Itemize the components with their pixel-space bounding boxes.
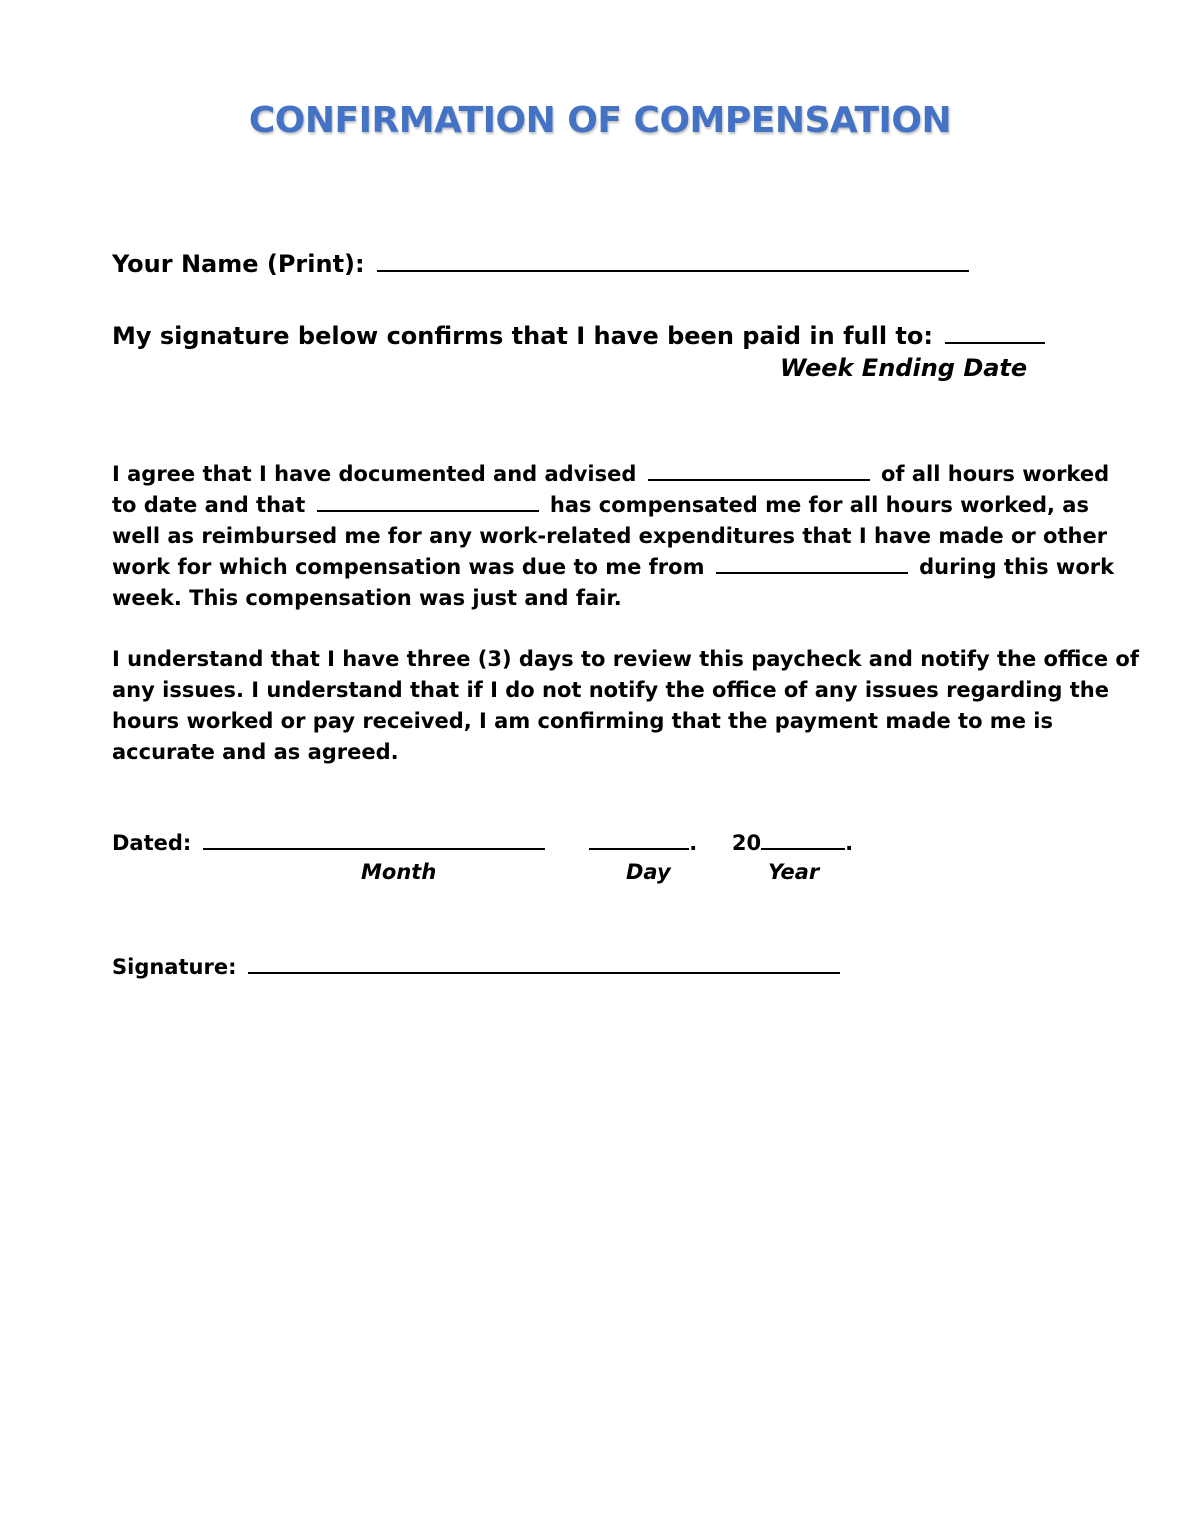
day-label: Day: [626, 860, 671, 884]
paragraph-text: I agree that I have documented and advised: [112, 462, 637, 486]
paragraph-row: I understand that I have three (3) days to review this paycheck and notify the office of: [112, 647, 1139, 671]
paid-line: [112, 318, 1049, 350]
name-label: Your Name (Print):: [112, 250, 365, 278]
week-ending-field[interactable]: [945, 318, 1045, 344]
paragraph-row: week. This compensation was just and fair.: [112, 586, 622, 610]
paragraph-text: of all hours worked: [881, 462, 1110, 486]
name-field[interactable]: [377, 246, 969, 272]
year-prefix: 20: [731, 830, 762, 855]
paragraph-row: hours worked or pay received, I am confirming that the payment made to me is: [112, 709, 1053, 733]
paragraph-row: accurate and as agreed.: [112, 740, 399, 764]
employer-field[interactable]: [716, 553, 908, 574]
year-field[interactable]: [761, 829, 845, 850]
paragraph-row: [112, 552, 1115, 583]
signature-line: [112, 953, 844, 979]
document-title: CONFIRMATION OF COMPENSATION: [248, 100, 952, 141]
paid-label: My signature below confirms that I have been paid in full to:: [112, 322, 933, 350]
agreement-paragraph: [112, 459, 1115, 614]
paragraph-row: any issues. I understand that if I do not notify the office of any issues regarding the: [112, 678, 1109, 702]
signature-label: Signature:: [112, 954, 237, 979]
advised-party-field[interactable]: [648, 460, 870, 481]
paragraph-row: [112, 490, 1092, 521]
review-paragraph: [112, 644, 1139, 768]
name-line: [112, 246, 973, 278]
day-separator: .: [689, 830, 698, 855]
paragraph-row: well as reimbursed me for any work-related expenditures that I have made or other: [112, 524, 1108, 548]
dated-label: Dated:: [112, 830, 192, 855]
year-period: .: [845, 830, 854, 855]
year-label: Year: [768, 860, 820, 884]
paragraph-text: has compensated me for all hours worked, as: [549, 493, 1089, 517]
month-field[interactable]: [203, 829, 545, 850]
dated-line: [112, 829, 853, 855]
month-label: Month: [361, 860, 437, 884]
signature-field[interactable]: [248, 953, 840, 974]
paragraph-row: [112, 459, 1110, 490]
paragraph-text: work for which compensation was due to me from: [112, 555, 705, 579]
compensating-party-field[interactable]: [317, 491, 539, 512]
week-ending-label: Week Ending Date: [780, 354, 1028, 382]
day-field[interactable]: [589, 829, 689, 850]
paragraph-text: to date and that: [112, 493, 306, 517]
paragraph-text: during this work: [919, 555, 1115, 579]
